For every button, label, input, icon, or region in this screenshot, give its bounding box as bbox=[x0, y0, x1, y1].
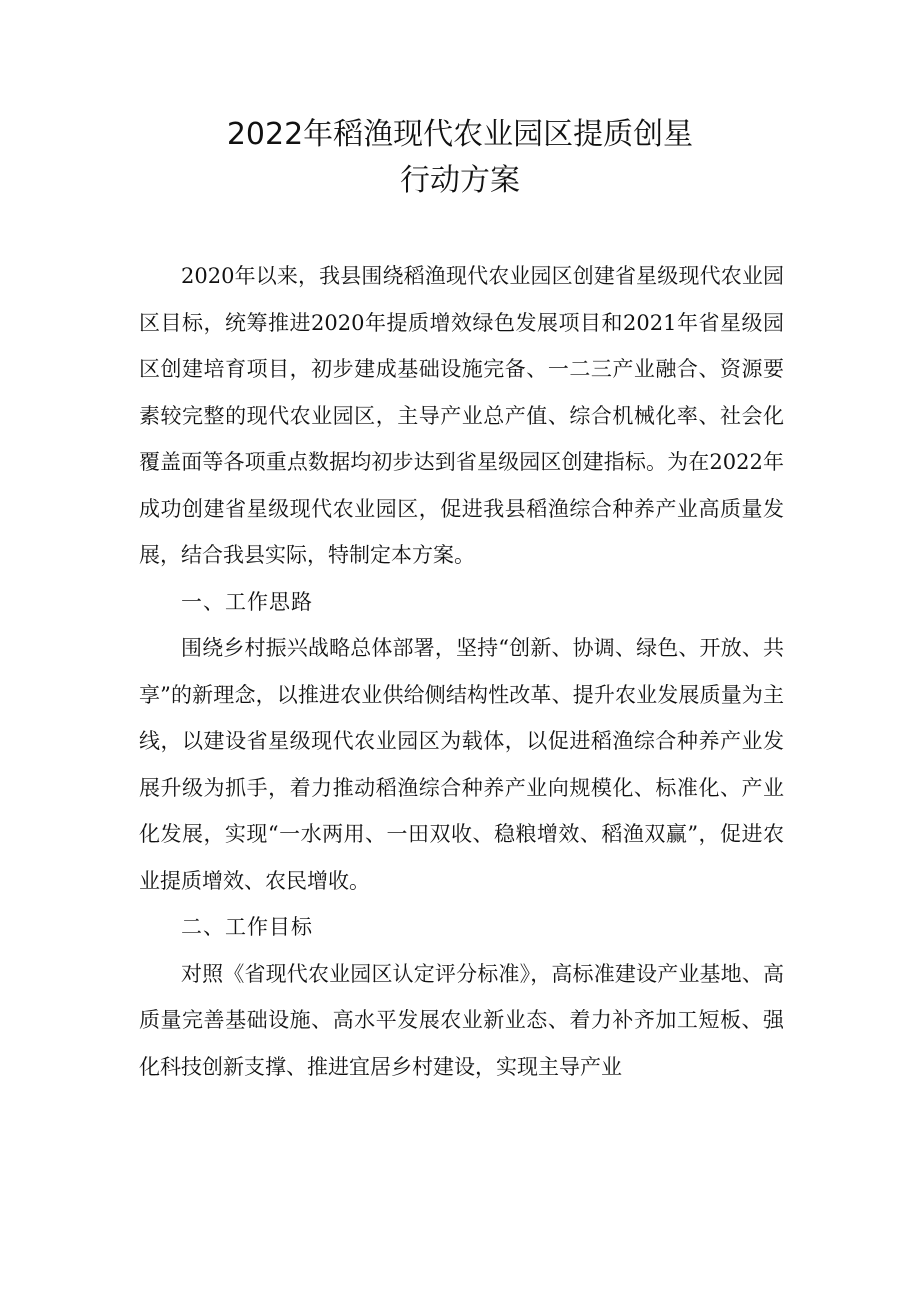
title-line-1: 2022年稻渔现代农业园区提质创星 bbox=[226, 117, 694, 152]
section-heading-work-ideas: 一、工作思路 bbox=[181, 589, 313, 614]
work-goals-paragraph: 对照《省现代农业园区认定评分标准》，高标准建设产业基地、高质量完善基础设施、高水平发展农业新业态、着力补齐加工短板、强化科技创新支撑、推进宜居乡村建设，实现主导产业 bbox=[139, 961, 784, 1079]
section-heading-work-goals: 二、工作目标 bbox=[181, 915, 313, 939]
intro-paragraph: 2020年以来，我县围绕稻渔现代农业园区创建省星级现代农业园区目标，统筹推进2020年提质增效绿色发展项目和2021年省星级园区创建培育项目，初步建成基础设施完备、一二三产业融合、资源要素较完整的现代农业园区，主导产业总产值、综合机械化率、社会化覆盖面等各项重点数据均初步达到省星级园区创建指标。为在2022年成功创建省星级现代农业园区，促进我县稻渔综合种养产业高质量发展，结合我县实际，特制定本方案。 bbox=[139, 264, 784, 567]
work-ideas-paragraph: 围绕乡村振兴战略总体部署，坚持“创新、协调、绿色、开放、共享”的新理念，以推进农业供给侧结构性改革、提升农业发展质量为主线，以建设省星级现代农业园区为载体，以促进稻渔综合种养产业发展升级为抓手，着力推动稻渔综合种养产业向规模化、标准化、产业化发展，实现“一水两用、一田双收、稳粮增效、稻渔双赢”，促进农业提质增效、农民增收。 bbox=[139, 636, 784, 893]
title-line-2: 行动方案 bbox=[400, 163, 520, 198]
document-body bbox=[139, 253, 784, 1090]
document-title bbox=[0, 112, 920, 204]
